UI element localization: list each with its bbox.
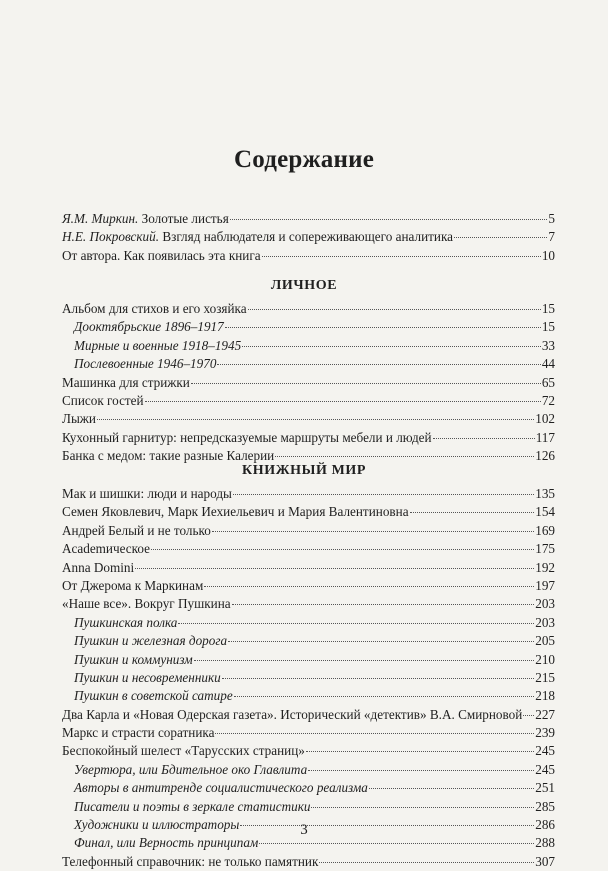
toc-entry-page: 7 [548, 229, 555, 245]
toc-entry-page: 72 [541, 392, 555, 408]
toc-entry-text: Авторы в антитренде социалистического реализма [74, 780, 368, 796]
toc-entry-page: 205 [535, 633, 555, 649]
toc-entry-title [62, 853, 318, 871]
dot-leader [215, 732, 534, 734]
toc-entry-text: Машинка для стрижки [62, 374, 190, 390]
toc-entry-title [62, 410, 96, 428]
toc-entry-text: «Наше все». Вокруг Пушкина [62, 596, 231, 612]
toc-subentry [62, 355, 555, 373]
toc-entry-title [62, 228, 453, 246]
toc-subentry [62, 779, 555, 797]
toc-entry [62, 853, 555, 871]
toc-entry [62, 540, 555, 558]
toc-entry-text: Кухонный гарнитур: непредсказуемые маршруты мебели и людей [62, 429, 432, 445]
toc-entry [62, 706, 555, 724]
toc-entry-page: 245 [535, 761, 555, 777]
toc-entry [62, 247, 555, 265]
toc-entry-title [74, 614, 177, 632]
dot-leader [311, 806, 534, 808]
toc-entry-author: Н.Е. Покровский. [62, 229, 160, 245]
toc-entry-page: 203 [535, 614, 555, 630]
toc-entry-text: Пушкин в советской сатире [74, 688, 233, 704]
dot-leader [523, 714, 534, 716]
toc-entry-title [74, 355, 216, 373]
toc-entry-page: 126 [535, 448, 555, 464]
toc-entry-title [74, 337, 241, 355]
toc-subentry [62, 318, 555, 336]
toc-entry-page: 15 [541, 319, 555, 335]
dot-leader [194, 659, 535, 661]
toc-entry [62, 429, 555, 447]
toc-entry [62, 210, 555, 228]
dot-leader [306, 750, 534, 752]
toc-entry-text: Финал, или Верность принципам [74, 835, 259, 851]
toc-entry-title [74, 779, 368, 797]
toc-entry-title [62, 706, 522, 724]
toc-entry-title [62, 247, 261, 265]
toc-entry-page: 15 [541, 301, 555, 316]
dot-leader [97, 418, 534, 420]
toc-subentry [62, 337, 555, 355]
dot-leader [308, 769, 534, 771]
toc-entry-title [74, 687, 233, 705]
toc-entry-text: Золотые листья [141, 211, 229, 226]
dot-leader [234, 695, 535, 697]
toc-entry [62, 503, 555, 521]
toc-entry-text: Андрей Белый и не только [62, 522, 211, 538]
dot-leader [454, 236, 547, 238]
toc-entry-text: Альбом для стихов и его хозяйка [62, 301, 247, 316]
toc-entry [62, 577, 555, 595]
toc-entry-text: Семен Яковлевич, Марк Иехиельевич и Мария Валентиновна [62, 504, 409, 520]
toc-entry [62, 300, 555, 318]
toc-entry-text: Телефонный справочник: не только памятник [62, 853, 319, 869]
toc-entry-title [62, 540, 150, 558]
toc-entry-text: Послевоенные 1946–1970 [74, 356, 217, 372]
dot-leader [232, 603, 535, 605]
toc-entry-page: 227 [535, 706, 555, 722]
toc-entry-text: Пушкинская полка [74, 614, 178, 630]
toc-entry-title [74, 632, 227, 650]
toc-entry-title [62, 429, 432, 447]
toc-entry-author: Я.М. Миркин. [62, 211, 139, 226]
toc-entry-page: 307 [535, 853, 555, 869]
toc-entry-text: Взгляд наблюдателя и сопереживающего аналитика [162, 229, 454, 245]
dot-leader [275, 455, 534, 457]
toc-entry-page: 102 [535, 411, 555, 427]
toc-entry-title [74, 798, 310, 816]
dot-leader [262, 255, 541, 257]
toc-entry-page: 33 [541, 337, 555, 353]
toc-section-book-world [62, 485, 555, 871]
toc-section-personal [62, 300, 555, 466]
dot-leader [145, 400, 541, 402]
toc-entry-text: Academическое [62, 541, 151, 557]
toc-entry-title [62, 595, 231, 613]
toc-entry [62, 485, 555, 503]
toc-entry-title [74, 651, 193, 669]
toc-entry-text: Маркс и страсти соратника [62, 725, 215, 741]
toc-entry-title [62, 374, 190, 392]
toc-entry-text: Список гостей [62, 392, 144, 408]
toc-entry-title [62, 300, 247, 318]
toc-entry-title [74, 318, 224, 336]
toc-entry-text: От Джерома к Маркинам [62, 577, 204, 593]
toc-entry-title [62, 210, 229, 228]
toc-entry-text: Банка с медом: такие разные Калерии [62, 448, 275, 464]
dot-leader [248, 308, 541, 310]
toc-entry [62, 522, 555, 540]
toc-entry-page: 135 [535, 486, 555, 501]
toc-entry-page: 192 [535, 559, 555, 575]
toc-subentry [62, 632, 555, 650]
dot-leader [191, 382, 541, 384]
toc-entry-page: 197 [535, 577, 555, 593]
toc-entry-text: Лыжи [62, 411, 96, 427]
toc-subentry [62, 761, 555, 779]
toc-entry [62, 724, 555, 742]
dot-leader [212, 530, 534, 532]
toc-entry-page: 286 [535, 817, 555, 833]
toc-entry-text: Доoктябрьские 1896–1917 [74, 319, 224, 335]
toc-entry-title [62, 559, 134, 577]
toc-entry-page: 239 [535, 725, 555, 741]
dot-leader [204, 585, 534, 587]
toc-entry-page: 117 [535, 429, 555, 445]
toc-entry-text: Мак и шишки: люди и народы [62, 486, 232, 501]
dot-leader [217, 363, 540, 365]
toc-entry-page: 215 [535, 669, 555, 685]
toc-entry-text: Пушкин и несовременники [74, 669, 221, 685]
toc-entry-text: Пушкин и железная дорога [74, 633, 228, 649]
toc-entry-title [74, 761, 307, 779]
toc-entry-text: Беспокойный шелест «Тарусских страниц» [62, 743, 305, 759]
toc-entry [62, 595, 555, 613]
toc-entry-page: 154 [535, 504, 555, 520]
toc-subentry [62, 798, 555, 816]
toc-entry-page: 44 [541, 356, 555, 372]
toc-entry [62, 392, 555, 410]
toc-entry [62, 374, 555, 392]
toc-entry-page: 210 [535, 651, 555, 667]
dot-leader [369, 787, 534, 789]
dot-leader [178, 622, 534, 624]
toc-subentry [62, 687, 555, 705]
toc-entry-text: Два Карла и «Новая Одерская газета». Исторический «детектив» В.А. Смирновой [62, 706, 523, 722]
toc-entry-title [62, 392, 144, 410]
dot-leader [151, 548, 534, 550]
toc-entry-page: 251 [535, 780, 555, 796]
toc-entry-title [62, 485, 232, 503]
toc-entry-page: 10 [541, 247, 555, 263]
dot-leader [259, 842, 534, 844]
section-heading-book-world: КНИЖНЫЙ МИР [241, 463, 367, 478]
dot-leader [135, 567, 534, 569]
toc-entry-page: 288 [535, 835, 555, 851]
toc-entry-text: Художники и иллюстраторы [74, 817, 240, 833]
toc-entry-page: 169 [535, 522, 555, 538]
toc-entry [62, 559, 555, 577]
page-number: 3 [300, 822, 308, 838]
toc-entry [62, 410, 555, 428]
toc-entry-page: 218 [535, 688, 555, 704]
toc-entry-title [62, 742, 305, 760]
toc-entry-text: Anna Domini [62, 559, 135, 575]
dot-leader [230, 218, 548, 220]
toc-entry-text: Писатели и поэты в зеркале статистики [74, 798, 311, 814]
toc-entry-text: Мирные и военные 1918–1945 [74, 337, 242, 353]
toc-entry-page: 285 [535, 798, 555, 814]
page-title: Содержание [233, 146, 374, 173]
toc-entry-title [62, 724, 214, 742]
toc-entry-page: 5 [548, 211, 555, 226]
toc-entry-page: 245 [535, 743, 555, 759]
toc-entry-title [62, 503, 409, 521]
toc-subentry [62, 651, 555, 669]
dot-leader [233, 493, 534, 495]
toc-entry [62, 228, 555, 246]
dot-leader [225, 326, 541, 328]
toc-entry-page: 203 [535, 596, 555, 612]
section-heading-personal: ЛИЧНОЕ [270, 278, 338, 293]
toc-entry-text: Увертюра, или Бдительное око Главлита [74, 761, 308, 777]
dot-leader [410, 511, 535, 513]
toc-entry-page: 65 [541, 374, 555, 390]
dot-leader [242, 345, 541, 347]
toc-entry [62, 742, 555, 760]
toc-entry-page: 175 [535, 541, 555, 557]
toc-entry-title [62, 522, 211, 540]
dot-leader [222, 677, 535, 679]
toc-entry-title [62, 577, 203, 595]
dot-leader [433, 437, 535, 439]
dot-leader [228, 640, 534, 642]
toc-entry-text: Пушкин и коммунизм [74, 651, 193, 667]
toc-subentry [62, 614, 555, 632]
toc-entry-text: От автора. Как появилась эта книга [62, 247, 261, 263]
toc-entry-title [74, 669, 221, 687]
toc-subentry [62, 669, 555, 687]
toc-intro [62, 210, 555, 265]
dot-leader [319, 861, 534, 863]
